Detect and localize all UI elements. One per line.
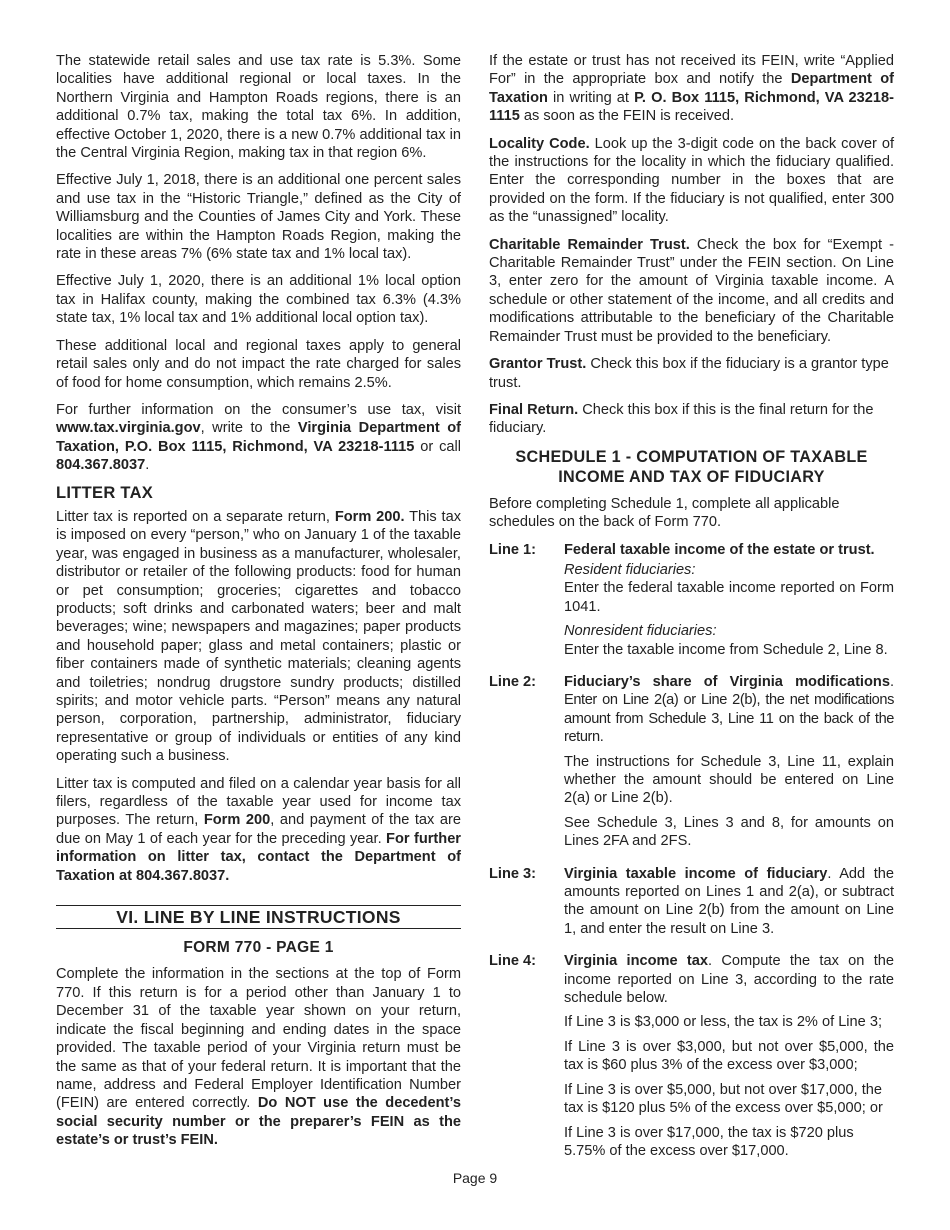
grantor-trust-paragraph: Grantor Trust. Check this box if the fiduciary is a grantor type trust.	[489, 356, 889, 391]
litter-filing-paragraph: Litter tax is computed and filed on a calendar year basis for all filers, regardless of the taxable year used for income tax purposes. The return, Form 200, and payment of the tax are due on May 1 of each year for the preceding year. For further information on litter tax, contact the Department of Taxation at 804.367.8037.	[56, 775, 462, 884]
locality-code-paragraph: Locality Code. Look up the 3-digit code on the back cover of the instructions for the locality in which the fiduciary qualified. Enter the corresponding number in the boxes that are provided on the form. If the fiduciary is not qualified, enter 300 as the “unassigned” locality.	[489, 135, 894, 226]
sales-tax-paragraph: The statewide retail sales and use tax rate is 5.3%. Some localities have additional regional or local taxes. In the Northern Virginia and Hampton Roads regions, there is an additional 0.7% tax, making the total tax 6%. In addition, effective October 1, 2020, there is a new 0.7% additional tax in the Central Virginia Region, making tax in that region 6%.	[56, 53, 461, 162]
line-label: Line 1:	[489, 541, 537, 558]
line-2-item: Line 2: Fiduciary’s share of Virginia modifications. Enter on Line 2(a) or Line 2(b), the net modifications amount from Schedule 3, Line 11 on the back of the return. The instructions for Schedule 3, Line 11, explain whether the amount should be entered on Line 2(a) or Line 2(b). See Schedule 3, Lines 3 and 8, for amounts on Lines 2FA and 2FS.	[489, 673, 894, 857]
schedule-intro: Before completing Schedule 1, complete all applicable schedules on the back of Form 770.	[489, 495, 840, 531]
right-column	[489, 52, 894, 1174]
line-3-item: Line 3: Virginia taxable income of fiduciary. Add the amounts reported on Lines 1 and 2(a), or subtract the amount on Line 2(b) from the amount on Line 1, and enter the result on Line 3.	[489, 865, 894, 945]
left-column	[56, 52, 461, 1159]
historic-triangle-paragraph: Effective July 1, 2018, there is an additional one percent sales and use tax in the “Historic Triangle,” defined as the City of Williamsburg and the Counties of James City and York. These localities are within the Hampton Roads Region, making the rate in these areas 7% (6% state tax and 1% local tax).	[56, 172, 461, 263]
contact-paragraph: For further information on the consumer’s use tax, visit www.tax.virginia.gov, write to the Virginia Department of Taxation, P.O. Box 1115, Richmond, VA 23218-1115 or call 804.367.8037.	[56, 401, 462, 474]
halifax-paragraph: Effective July 1, 2020, there is an additional 1% local option tax in Halifax county, making the combined tax 6.3% (4.3% state tax, 1% local tax and 1% additional local option tax).	[56, 273, 461, 327]
line-label: Line 4:	[489, 953, 537, 970]
page-number: Page 9	[452, 1170, 498, 1186]
food-rate-paragraph: These additional local and regional taxes apply to general retail sales only and do not impact the rate charged for sales of food for home consumption, which remains 2.5%.	[56, 337, 461, 391]
form-info-paragraph: Complete the information in the sections at the top of Form 770. If this return is for a period other than January 1 to December 31 of the taxable year shown on your return, indicate the fiscal beginning and ending dates in the space provided. The taxable period of your Virginia return must be the same as that of your federal return. It is important that the name, address and Federal Employer Identification Number (FEIN) are entered correctly. Do NOT use the decedent’s social security number or the preparer’s FEIN as the estate’s or trust’s FEIN.	[56, 966, 461, 1149]
litter-tax-heading: LITTER TAX	[56, 483, 154, 502]
fein-paragraph: If the estate or trust has not received its FEIN, write “Applied For” in the appropriate box and notify the Department of Taxation in writing at P. O. Box 1115, Richmond, VA 23218-1115 as soon as the FEIN is received.	[489, 53, 895, 125]
section-title: VI. LINE BY LINE INSTRUCTIONS	[56, 905, 461, 929]
website-link[interactable]: www.tax.virginia.gov	[56, 420, 201, 437]
litter-tax-paragraph: Litter tax is reported on a separate return, Form 200. This tax is imposed on every “person,” who on January 1 of the taxable year, was engaged in business as a manufacturer, wholesaler, distributor or retailer of the following products: food for human or pet consumption; groceries; cigarettes and tobacco products; soft drinks and carbonated waters; beer and malt beverages; wine; newspapers and magazines; paper products and household paper; glass and metal containers; plastic or fiber containers made of synthetic materials; cleaning agents and toiletries; nondrug drugstore sundry products; distilled spirits; and motor vehicle parts. “Person” means any natural person, corporation, partnership, administrator, fiduciary representative or group of individuals or entities of any kind operating such a business.	[56, 508, 461, 765]
line-1-item: Line 1: Federal taxable income of the estate or trust. Resident fiduciaries: Enter the federal taxable income reported on Form 1041. Nonresident fiduciaries: Enter the taxable income from Schedule 2, Line 8.	[489, 541, 894, 665]
line-label: Line 3:	[489, 865, 537, 882]
final-return-paragraph: Final Return. Check this box if this is the final return for the fiduciary.	[489, 401, 874, 437]
form-page-title: FORM 770 - PAGE 1	[183, 939, 334, 957]
charitable-trust-paragraph: Charitable Remainder Trust. Check the box for “Exempt - Charitable Remainder Trust” under the FEIN section. On Line 3, enter zero for the amount of Virginia taxable income. A schedule or other statement of the income, and all credits and modifications attributable to the beneficiary of the Charitable Remainder Trust must be provided to the beneficiary.	[489, 236, 894, 345]
line-4-item: Line 4: Virginia income tax. Compute the tax on the income reported on Line 3, according to the rate schedule below. If Line 3 is $3,000 or less, the tax is 2% of Line 3; If Line 3 is over $3,000, but not over $5,000, the tax is $60 plus 3% of the excess over $3,000; If Line 3 is over $5,000, but not over $17,000, the tax is $120 plus 5% of the excess over $5,000; or If Line 3 is over $17,000, the tax is $720 plus 5.75% of the excess over $17,000.	[489, 952, 894, 1166]
line-label: Line 2:	[489, 673, 537, 690]
schedule-title: SCHEDULE 1 - COMPUTATION OF TAXABLE INCOME AND TAX OF FIDUCIARY	[515, 447, 868, 486]
phone-number: 804.367.8037	[56, 457, 146, 474]
